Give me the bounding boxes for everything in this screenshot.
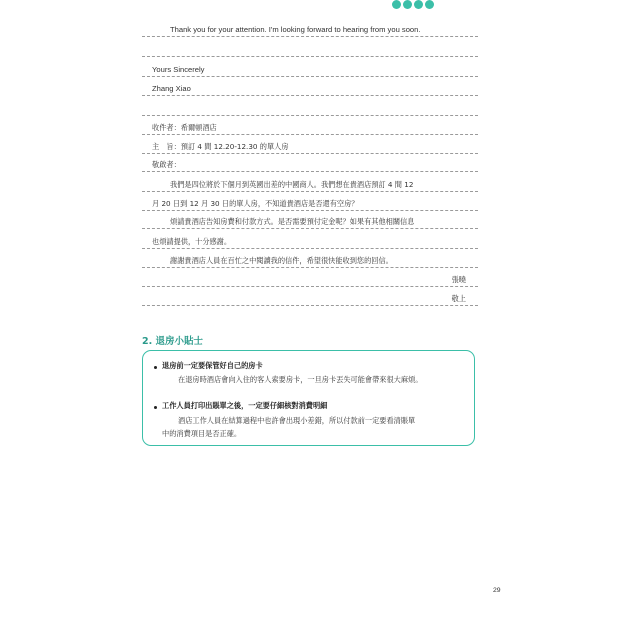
ruled-line	[142, 234, 478, 249]
tips-box	[142, 350, 475, 446]
header-decoration	[392, 0, 438, 12]
page-number: 29	[493, 587, 501, 594]
letter-signature: 張曉	[451, 275, 466, 284]
ruled-line	[142, 272, 478, 287]
letter-body-line: 我們是四位將於下個月到英國出差的中國商人。我們想在貴酒店預訂 4 間 12	[170, 180, 414, 189]
ruled-line	[142, 139, 478, 154]
ruled-line	[142, 101, 478, 116]
letter-body-line: 也煩請提供，十分感謝。	[152, 237, 232, 246]
ruled-line	[142, 214, 478, 229]
ruled-line	[142, 42, 478, 57]
letter-sign-off: Yours Sincerely	[152, 65, 205, 74]
ruled-line	[142, 157, 478, 172]
tip-heading: 工作人員打印出賬單之後，一定要仔細核對消費明細	[162, 401, 328, 410]
tip-body-line: 中的消費項目是否正確。	[162, 429, 242, 438]
letter-body-line: 月 20 日到 12 月 30 日的單人房，不知道貴酒店是否還有空房？	[152, 199, 359, 208]
ruled-line	[142, 196, 478, 211]
ruled-line	[142, 22, 478, 37]
letter-subject: 主 旨：預訂 4 間 12.20-12.30 的單人房	[152, 142, 289, 151]
ruled-line	[142, 120, 478, 135]
bullet-icon	[154, 366, 157, 369]
ruled-line	[142, 253, 478, 268]
tip-body-line: 在退房時酒店會向入住的客人索要房卡，一旦房卡丟失可能會帶來很大麻煩。	[178, 375, 423, 384]
letter-closing-zh: 敬上	[451, 294, 466, 303]
section-title: 2. 退房小貼士	[142, 336, 204, 347]
letter-recipient: 收件者：希爾頓酒店	[152, 123, 217, 132]
letter-body-line: 煩請貴酒店告知房費和付款方式。是否需要預付定金呢？如果有其他相關信息	[170, 217, 415, 226]
ruled-line	[142, 177, 478, 192]
teal-circle-icon	[425, 0, 434, 9]
letter-closing-en: Thank you for your attention. I'm looking forward to hearing from you soon.	[170, 25, 421, 34]
tip-body-line: 酒店工作人員在結算過程中也許會出現小差錯，所以付款前一定要看清賬單	[178, 416, 416, 425]
ruled-line	[142, 291, 478, 306]
letter-body-line: 謝謝貴酒店人員在百忙之中閱讀我的信件，希望很快能收到您的回信。	[170, 256, 393, 265]
teal-circle-icon	[392, 0, 401, 9]
ruled-line	[142, 62, 478, 77]
tip-heading: 退房前一定要保管好自己的房卡	[162, 361, 263, 370]
teal-circle-icon	[403, 0, 412, 9]
bullet-icon	[154, 406, 157, 409]
letter-salutation: 敬啟者：	[152, 160, 181, 169]
teal-circle-icon	[414, 0, 423, 9]
letter-signer: Zhang Xiao	[152, 84, 191, 93]
ruled-line	[142, 81, 478, 96]
